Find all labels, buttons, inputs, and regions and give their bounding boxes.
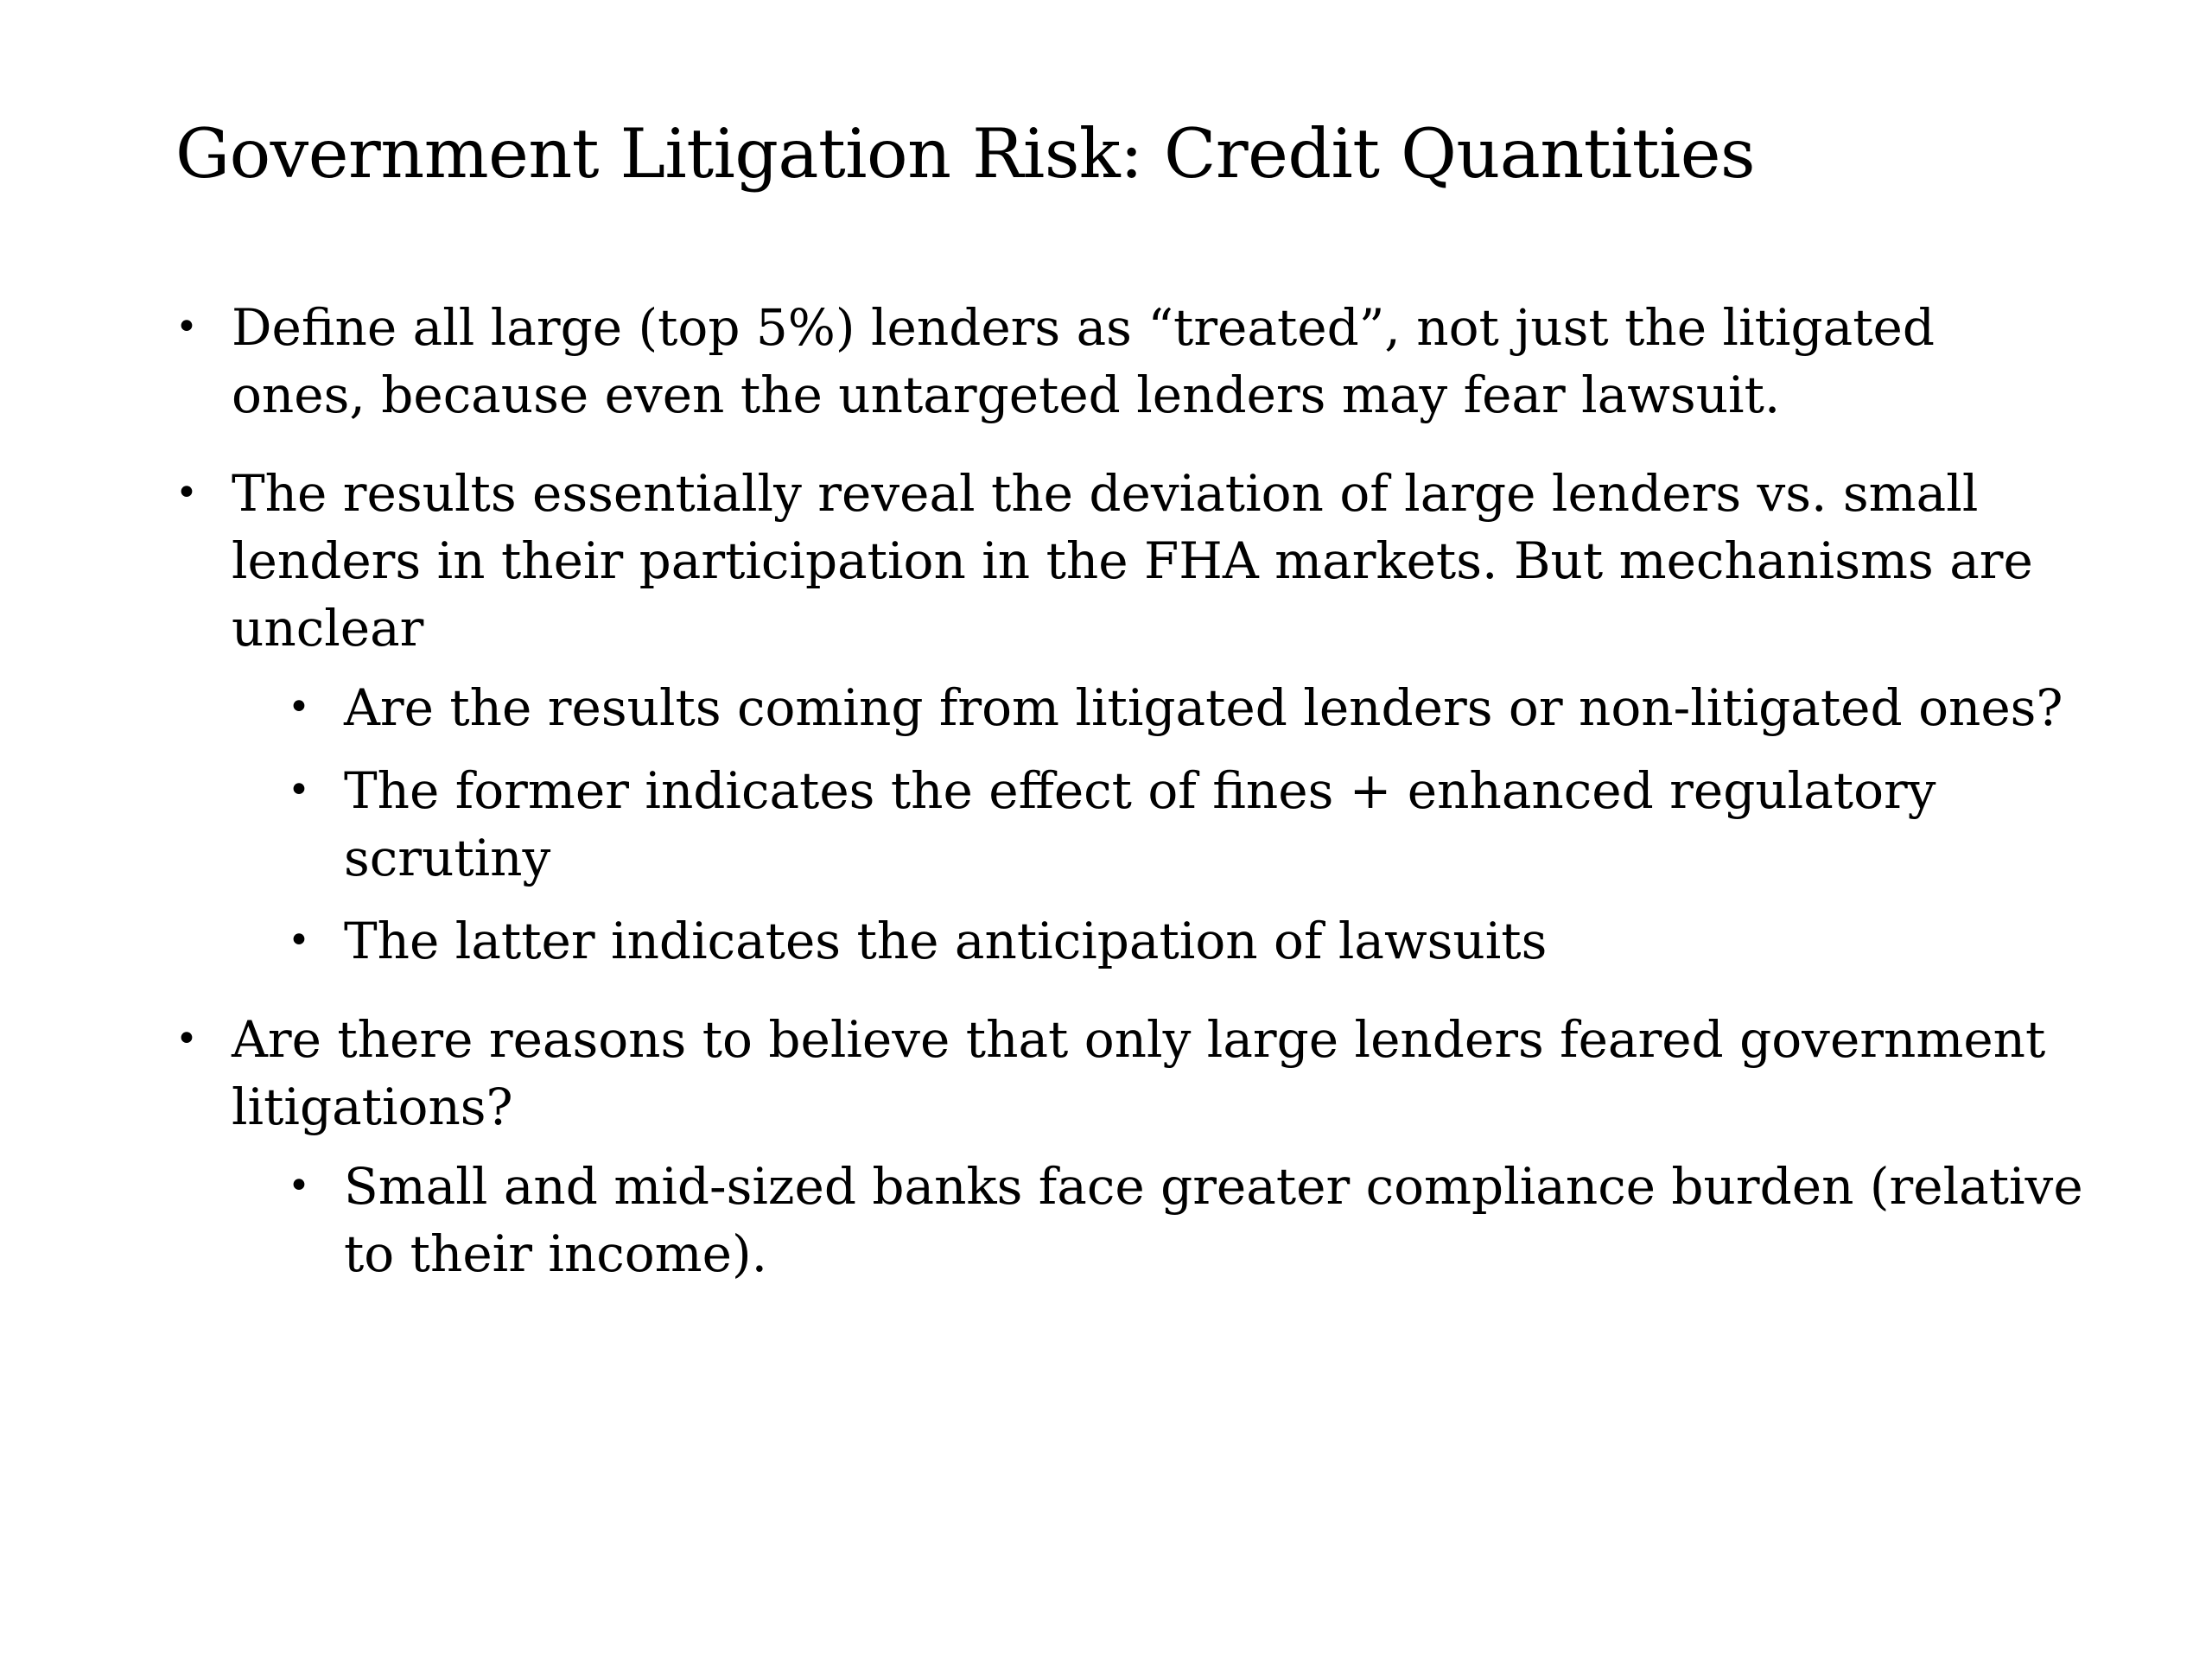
sub-bullet-item (0, 757, 2212, 892)
bullet-dot-icon: • (288, 685, 310, 729)
bullet-dot-icon: • (175, 305, 198, 349)
bullet-text: The results essentially reveal the deviation of large lenders vs. small lenders in their participation in the FHA markets. But mechanisms are unclear (232, 464, 2033, 658)
sub-bullet-item (0, 1153, 2212, 1287)
sub-bullet-text: The latter indicates the anticipation of lawsuits (344, 912, 1548, 970)
bullet-item (0, 1006, 2212, 1141)
slide-title: Government Litigation Risk: Credit Quantities (175, 114, 1756, 194)
sub-bullet-item (0, 674, 2212, 741)
sub-bullet-item (0, 907, 2212, 975)
bullet-item (0, 460, 2212, 662)
bullet-list (0, 294, 2212, 1303)
bullet-text: Define all large (top 5%) lenders as “treated”, not just the litigated ones, because even the untargeted lenders may fear lawsuit. (232, 298, 1935, 424)
bullet-dot-icon: • (175, 1017, 198, 1061)
bullet-item (0, 294, 2212, 429)
bullet-dot-icon: • (288, 768, 310, 812)
bullet-text: Are there reasons to believe that only large lenders feared government litigations? (232, 1010, 2046, 1136)
bullet-dot-icon: • (288, 1164, 310, 1208)
sub-bullet-text: The former indicates the effect of fines + enhanced regulatory scrutiny (344, 761, 1936, 887)
bullet-dot-icon: • (175, 471, 198, 515)
bullet-dot-icon: • (288, 918, 310, 963)
sub-bullet-text: Are the results coming from litigated lenders or non-litigated ones? (344, 678, 2063, 737)
sub-bullet-text: Small and mid-sized banks face greater compliance burden (relative to their income). (344, 1157, 2083, 1283)
